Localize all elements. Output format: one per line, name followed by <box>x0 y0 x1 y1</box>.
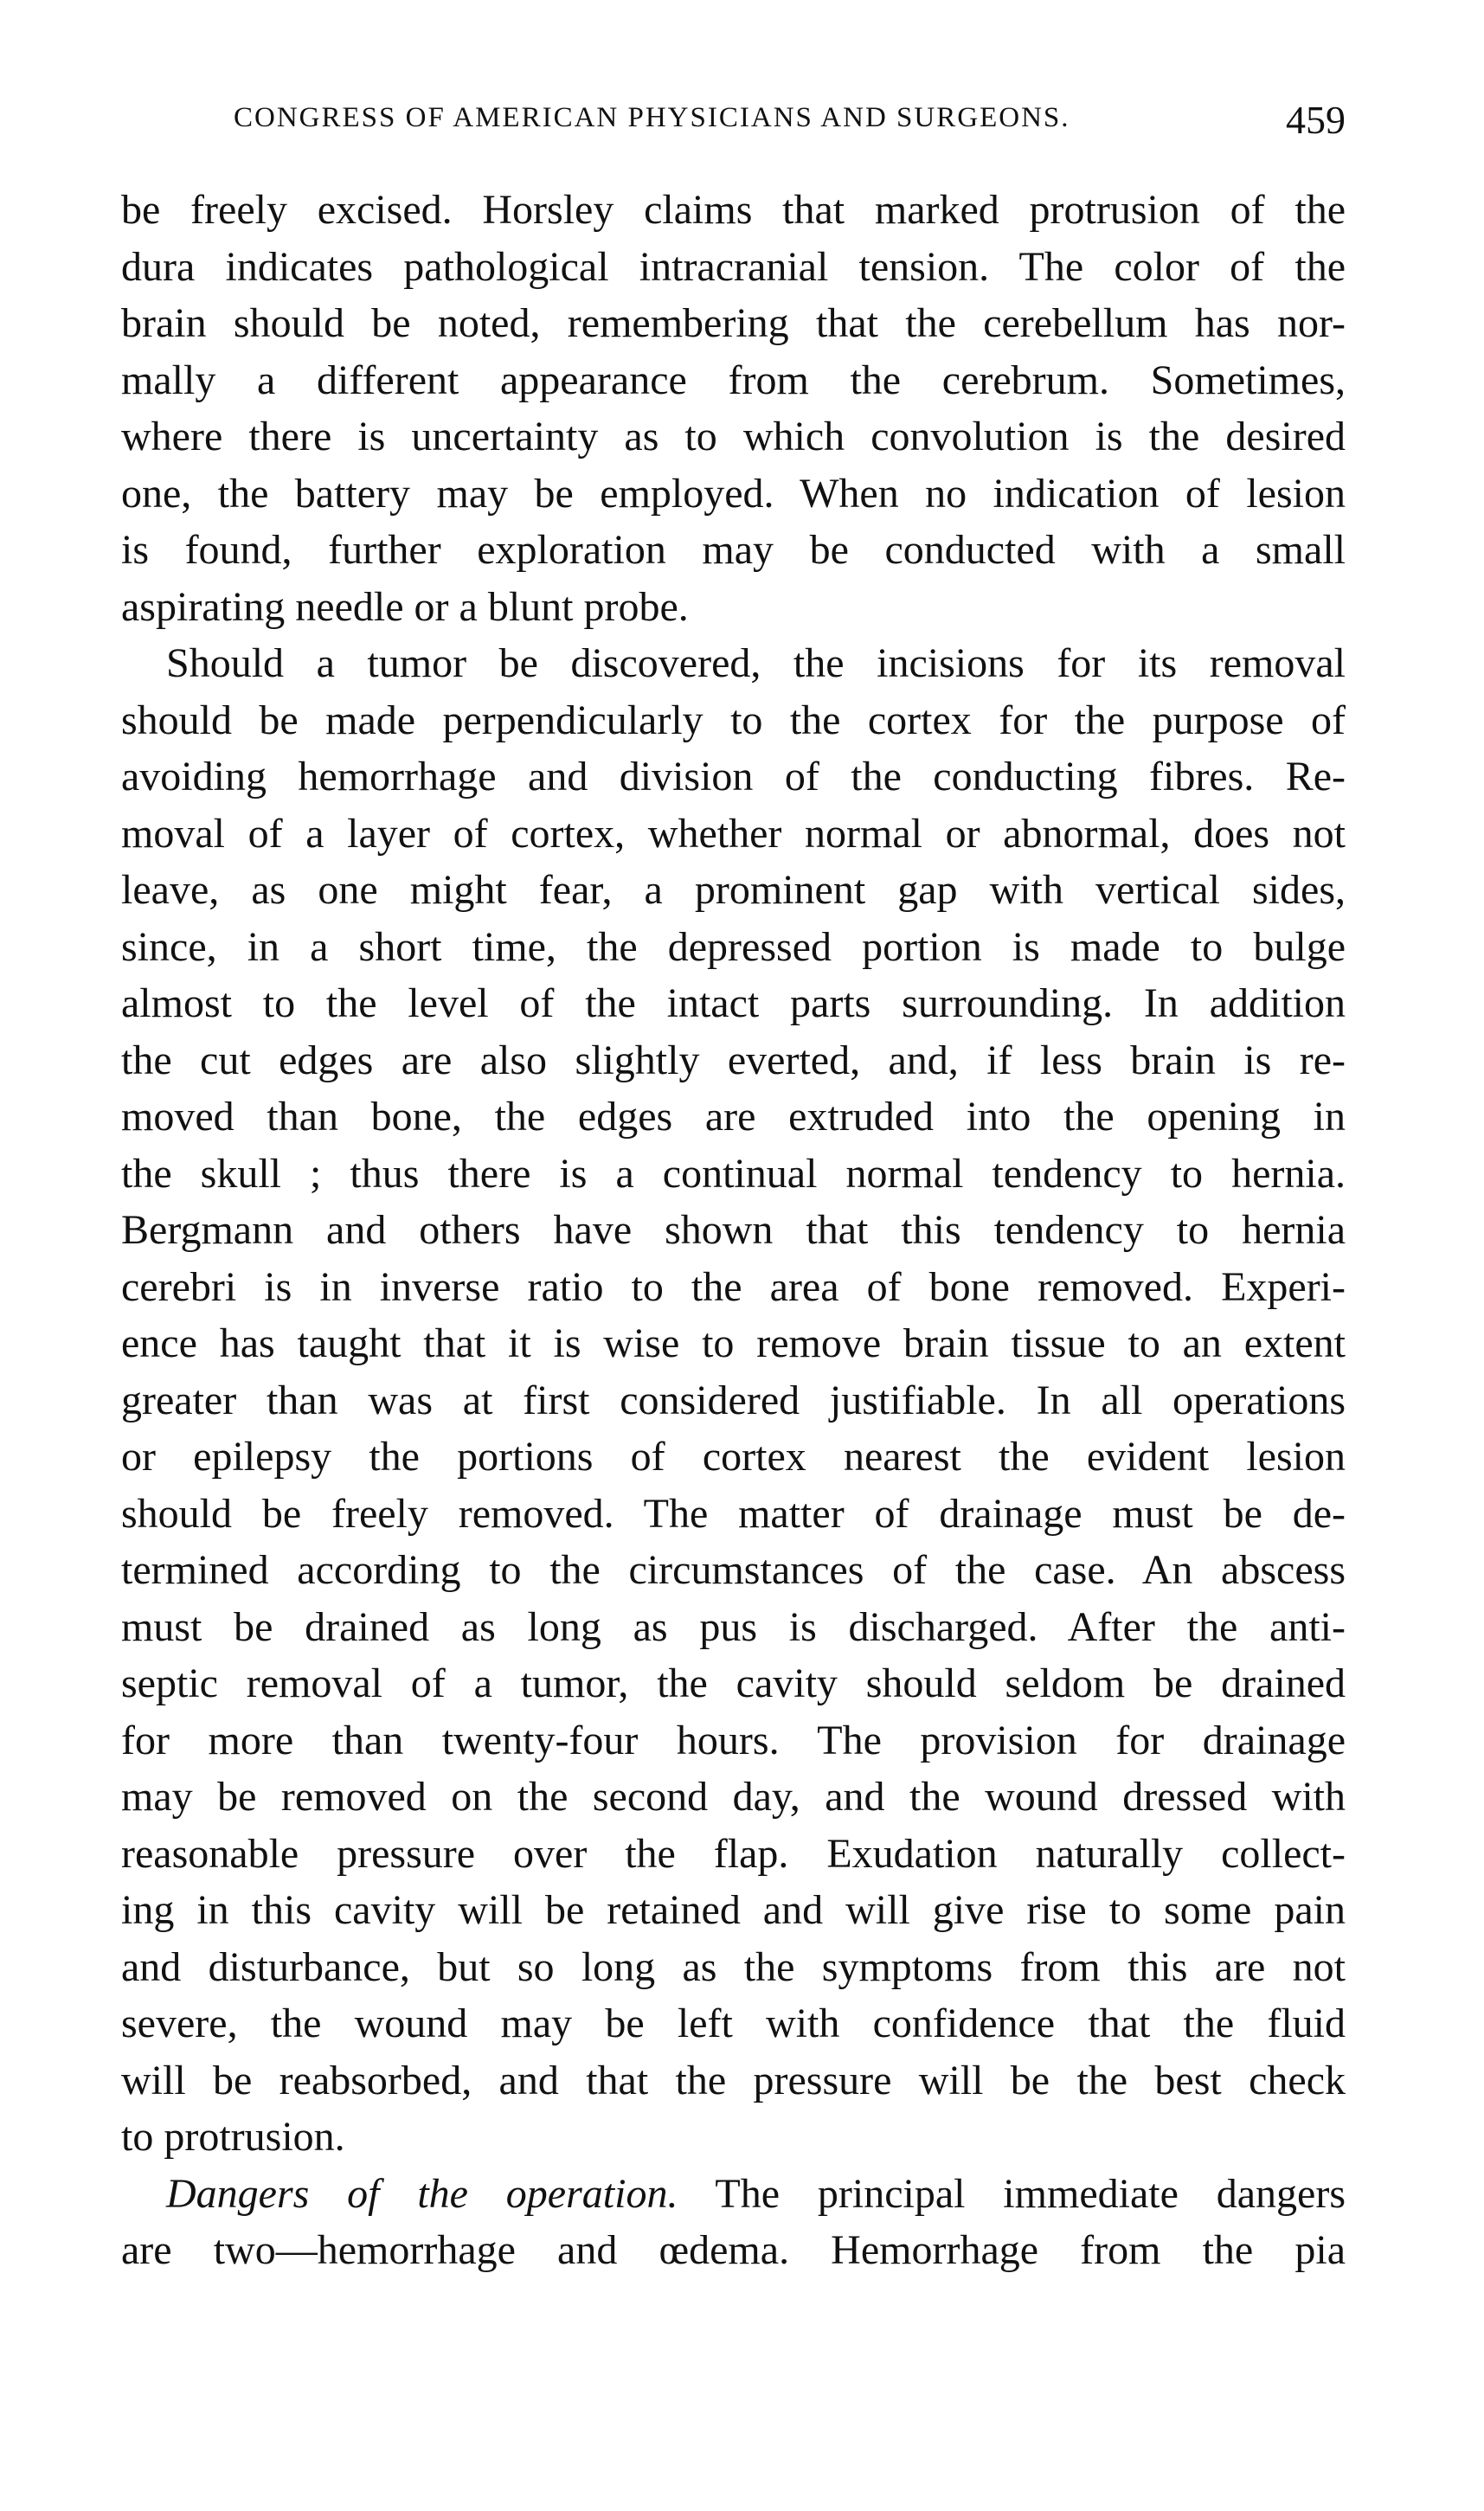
text-line: ence has taught that it is wise to remove brain tissue to an extent <box>121 1320 1346 1366</box>
text-line: dura indicates pathological intracranial tension. The color of the <box>121 243 1346 290</box>
text-line: cerebri is in inverse ratio to the area of bone removed. Experi- <box>121 1263 1346 1310</box>
text-line: will be reabsorbed, and that the pressure will be the best check <box>121 2057 1346 2103</box>
text-line: are two—hemorrhage and œdema. Hemorrhage from the pia <box>121 2227 1346 2273</box>
page-number: 459 <box>1286 98 1346 142</box>
paragraph-2 <box>121 635 1346 2166</box>
text-line: moved than bone, the edges are extruded into the opening in <box>121 1094 1346 1140</box>
text-line: for more than twenty-four hours. The provision for drainage <box>121 1717 1346 1763</box>
text-line: or epilepsy the portions of cortex nearest the evident lesion <box>121 1434 1346 1480</box>
text-line: brain should be noted, remembering that the cerebellum has nor- <box>121 300 1346 346</box>
text-line: avoiding hemorrhage and division of the conducting fibres. Re- <box>121 754 1346 800</box>
text-fragment: The principal immediate dangers <box>715 2170 1346 2217</box>
text-line: the cut edges are also slightly everted, and, if less brain is re- <box>121 1037 1346 1083</box>
text-line: one, the battery may be employed. When no indication of lesion <box>121 470 1346 517</box>
text-line <box>121 2166 1346 2223</box>
text-line: moval of a layer of cortex, whether normal or abnormal, does not <box>121 810 1346 857</box>
text-line: where there is uncertainty as to which convolution is the desired <box>121 414 1346 459</box>
text-line: greater than was at first considered justifiable. In all operations <box>121 1377 1346 1423</box>
paragraph-3 <box>121 2166 1346 2279</box>
text-line: termined according to the circumstances of the case. An abscess <box>121 1547 1346 1593</box>
section-heading-italic: Dangers of the operation. <box>166 2170 678 2217</box>
text-line: septic removal of a tumor, the cavity should seldom be drained <box>121 1660 1346 1706</box>
text-line: leave, as one might fear, a prominent gap with vertical sides, <box>121 867 1346 913</box>
text-line: be freely excised. Horsley claims that marked protrusion of the <box>121 187 1346 233</box>
text-line: severe, the wound may be left with confidence that the fluid <box>121 2000 1346 2046</box>
text-line: reasonable pressure over the flap. Exudation naturally collect- <box>121 1830 1346 1877</box>
text-line: mally a different appearance from the cerebrum. Sometimes, <box>121 356 1346 403</box>
text-line: the skull ; thus there is a continual normal tendency to hernia. <box>121 1150 1346 1197</box>
text-line: to protrusion. <box>121 2114 345 2160</box>
text-line: should be made perpendicularly to the cortex for the purpose of <box>121 697 1346 743</box>
text-line: and disturbance, but so long as the symptoms from this are not <box>121 1943 1346 1990</box>
paragraph-1 <box>121 182 1346 635</box>
text-line: is found, further exploration may be conducted with a small <box>121 527 1346 573</box>
text-line: aspirating needle or a blunt probe. <box>121 583 689 630</box>
text-line: since, in a short time, the depressed portion is made to bulge <box>121 923 1346 970</box>
text-line: should be freely removed. The matter of drainage must be de- <box>121 1490 1346 1537</box>
text-line: Bergmann and others have shown that this tendency to hernia <box>121 1207 1346 1253</box>
text-line: ing in this cavity will be retained and will give rise to some pain <box>121 1887 1346 1933</box>
body-text <box>121 182 1346 2279</box>
text-line: Should a tumor be discovered, the incisions for its removal <box>166 640 1346 686</box>
text-line: may be removed on the second day, and the wound dressed with <box>121 1774 1346 1820</box>
text-line: almost to the level of the intact parts surrounding. In addition <box>121 980 1346 1026</box>
running-title: CONGRESS OF AMERICAN PHYSICIANS AND SURGEONS. <box>234 102 1070 133</box>
text-line: must be drained as long as pus is discharged. After the anti- <box>121 1603 1346 1650</box>
running-head <box>121 97 1346 149</box>
